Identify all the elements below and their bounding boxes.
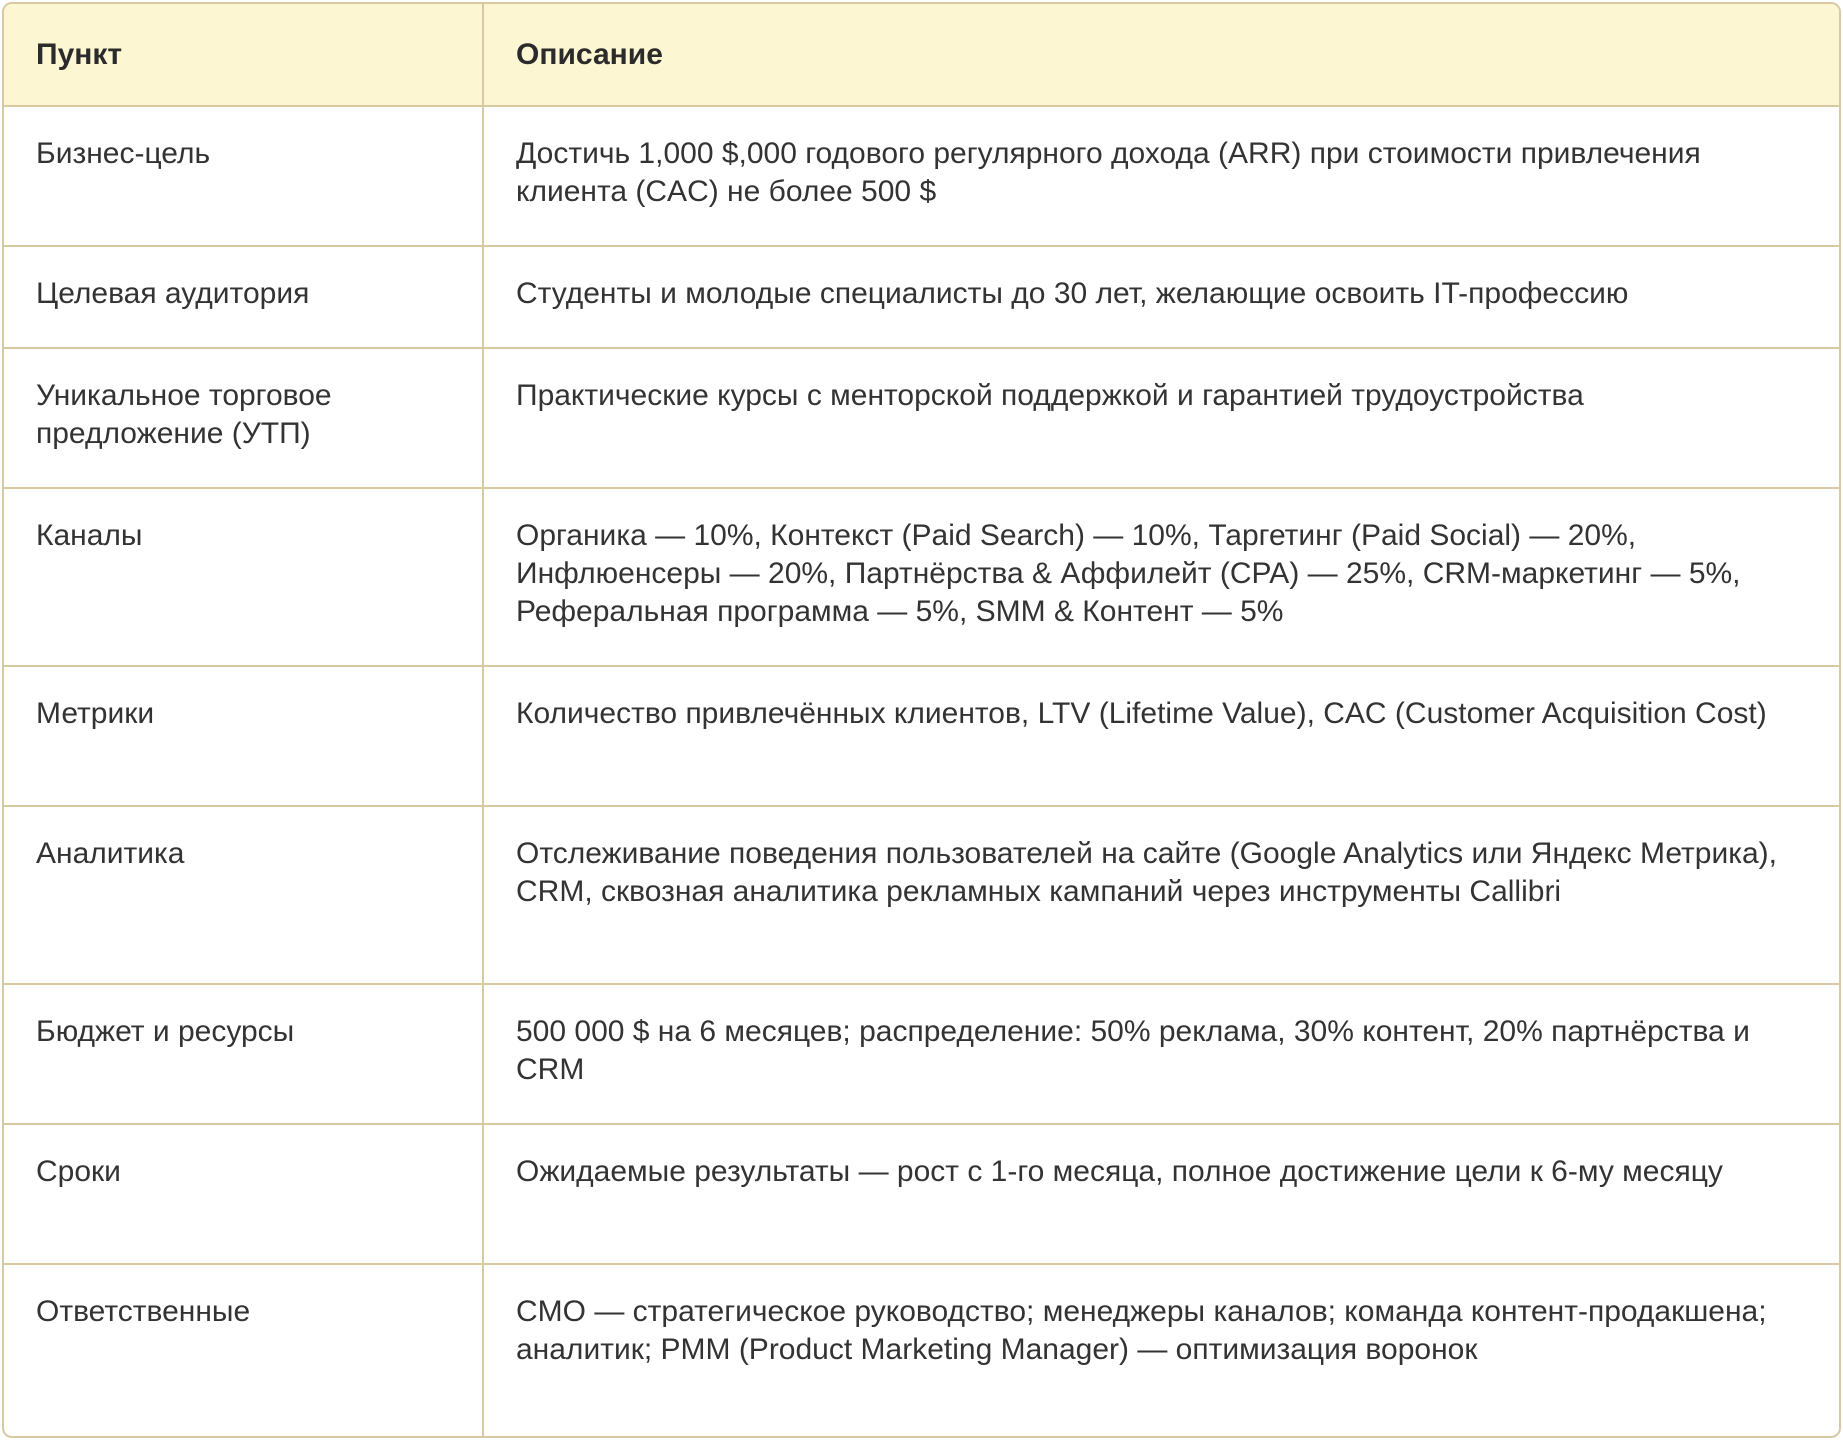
- row-item-cell: Метрики: [4, 666, 483, 806]
- table-row: [4, 246, 1839, 348]
- table-row: [4, 1124, 1839, 1264]
- row-description-cell: 500 000 $ на 6 месяцев; распределение: 50% реклама, 30% контент, 20% партнёрства и CRM: [483, 984, 1839, 1124]
- table-row: [4, 984, 1839, 1124]
- row-item-cell: Аналитика: [4, 806, 483, 984]
- row-description-cell: Ожидаемые результаты — рост с 1-го месяца, полное достижение цели к 6-му месяцу: [483, 1124, 1839, 1264]
- row-description-cell: Количество привлечённых клиентов, LTV (Lifetime Value), CAC (Customer Acquisition Cost): [483, 666, 1839, 806]
- row-item-cell: Бюджет и ресурсы: [4, 984, 483, 1124]
- row-description-cell: Студенты и молодые специалисты до 30 лет, желающие освоить IT-профессию: [483, 246, 1839, 348]
- row-description-cell: CMO — стратегическое руководство; менеджеры каналов; команда контент-продакшена; аналитик; PMM (Product Marketing Manager) — оптимизация воронок: [516, 1295, 1767, 1366]
- column-header-description: Описание: [483, 4, 1839, 106]
- table-row: [4, 488, 1839, 666]
- marketing-plan-table: [4, 4, 1839, 1436]
- row-description-cell: Органика — 10%, Контекст (Paid Search) — 10%, Таргетинг (Paid Social) — 20%, Инфлюенсеры — 20%, Партнёрства & Аффилейт (CPA) — 25%, CRM-маркетинг — 5%, Реферальная программа — 5%, SMM & Контент — 5%: [483, 488, 1839, 666]
- table-row: [4, 348, 1839, 488]
- row-item-cell: Сроки: [4, 1124, 483, 1264]
- table-row: [4, 666, 1839, 806]
- table-row: [4, 106, 1839, 246]
- table-row: [4, 806, 1839, 984]
- row-description-cell: Отслеживание поведения пользователей на сайте (Google Analytics или Яндекс Метрика), CRM, сквозная аналитика рекламных кампаний через инструменты Callibri: [483, 806, 1839, 984]
- row-item-cell: Каналы: [4, 488, 483, 666]
- row-description-cell: Практические курсы с менторской поддержкой и гарантией трудоустройства: [483, 348, 1839, 488]
- row-item-cell: Бизнес-цель: [4, 106, 483, 246]
- table-row: [4, 1264, 1839, 1436]
- plan-table-container: [2, 2, 1841, 1438]
- column-header-item: Пункт: [4, 4, 483, 106]
- row-item-cell: Уникальное торговое предложение (УТП): [4, 348, 483, 488]
- row-description-cell: Достичь 1,000 $,000 годового регулярного дохода (ARR) при стоимости привлечения клиента (CAC) не более 500 $: [483, 106, 1839, 246]
- row-item-cell: Целевая аудитория: [4, 246, 483, 348]
- table-header-row: [4, 4, 1839, 106]
- row-item-cell: Ответственные: [4, 1264, 483, 1436]
